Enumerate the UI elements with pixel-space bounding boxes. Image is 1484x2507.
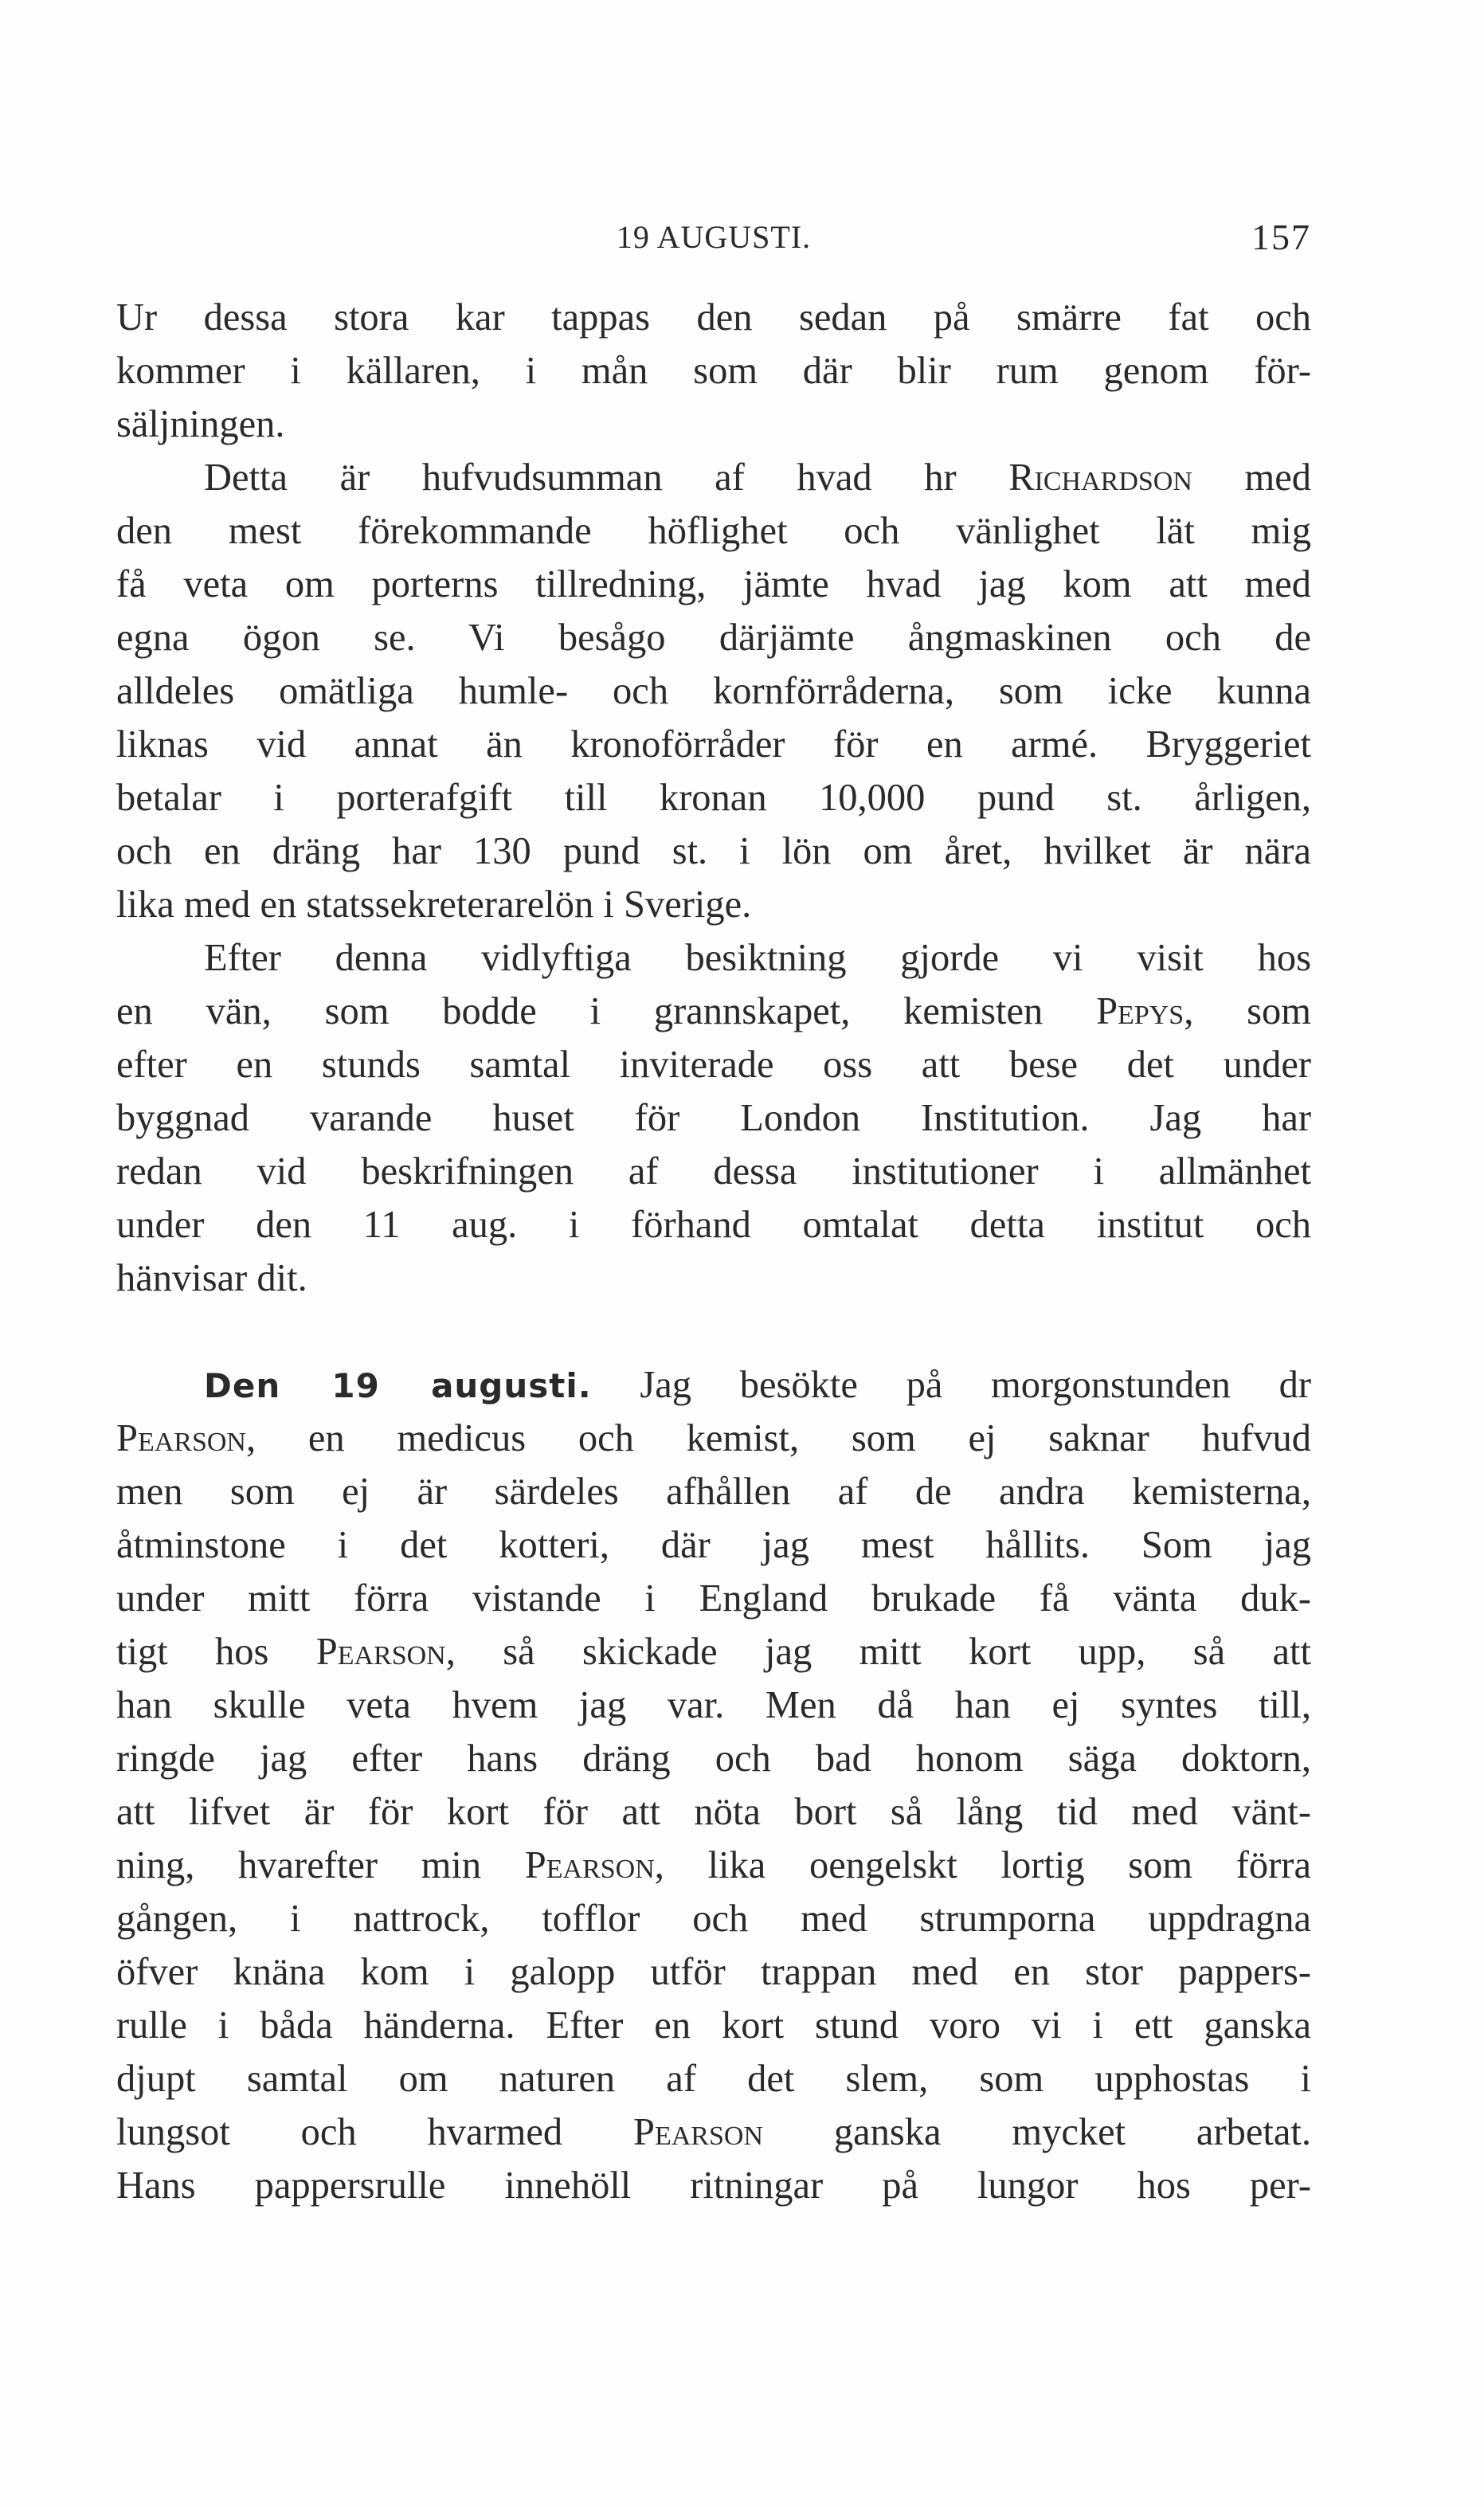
text-fragment: , lika oengelskt lortig som förra [654, 1844, 1311, 1886]
text-fragment: tigt hos [116, 1631, 316, 1673]
person-name: Pearson [116, 1417, 246, 1459]
text-fragment: ning, hvarefter min [116, 1844, 525, 1886]
text-line: åtminstone i det kotteri, där jag mest hållits. Som jag [116, 1524, 1311, 1566]
text-line: rulle i båda händerna. Efter en kort stund voro vi i ett ganska [116, 2004, 1311, 2047]
person-name: Pearson [524, 1844, 655, 1886]
text-fragment: Detta är hufvudsumman af hvad hr [204, 456, 1009, 499]
text-line: säljningen. [116, 403, 285, 445]
text-line: att lifvet är för kort för att nöta bort så lång tid med vänt- [116, 1791, 1311, 1833]
text-line: under mitt förra vistande i England brukade få vänta duk- [116, 1577, 1311, 1620]
text-line [116, 451, 1311, 504]
text-line: djupt samtal om naturen af det slem, som upphostas i [116, 2058, 1311, 2100]
text-line: han skulle veta hvem jag var. Men då han ej syntes till, [116, 1684, 1311, 1726]
text-line: Hans pappersrulle innehöll ritningar på lungor hos per- [116, 2164, 1311, 2207]
text-line: under den 11 aug. i förhand omtalat detta institut och [116, 1204, 1311, 1246]
text-line [116, 1839, 1311, 1892]
text-line [116, 985, 1311, 1038]
text-line: hänvisar dit. [116, 1257, 307, 1299]
text-line: egna ögon se. Vi besågo därjämte ångmaskinen och de [116, 617, 1311, 659]
text-fragment: , så skickade jag mitt kort upp, så att [445, 1631, 1311, 1673]
text-line: och en dräng har 130 pund st. i lön om året, hvilket är nära [116, 830, 1311, 872]
person-name: Pepys [1096, 990, 1184, 1032]
text-line: alldeles omätliga humle- och kornförråderna, som icke kunna [116, 670, 1311, 712]
text-line: byggnad varande huset för London Institution. Jag har [116, 1097, 1311, 1139]
text-line: liknas vid annat än kronoförråder för en armé. Bryggeriet [116, 723, 1311, 766]
running-head [116, 213, 1311, 261]
text-fragment: en vän, som bodde i grannskapet, kemisten [116, 990, 1097, 1032]
text-fragment: med [1192, 456, 1311, 499]
body-text [116, 291, 1311, 2212]
text-line: få veta om porterns tillredning, jämte hvad jag kom att med [116, 563, 1311, 605]
text-line: Ur dessa stora kar tappas den sedan på smärre fat och [116, 296, 1311, 339]
text-line: ringde jag efter hans dräng och bad honom säga doktorn, [116, 1737, 1311, 1780]
text-line: efter en stunds samtal inviterade oss att bese det under [116, 1044, 1311, 1086]
text-line: den mest förekommande höflighet och vänlighet lät mig [116, 510, 1311, 552]
person-name: Pearson [315, 1631, 446, 1673]
entry-date: Den 19 augusti. [204, 1366, 592, 1405]
text-fragment: lungsot och hvarmed [116, 2111, 634, 2153]
text-line: öfver knäna kom i galopp utför trappan med en stor pappers- [116, 1951, 1311, 1993]
text-line [116, 1358, 1311, 1412]
text-line: redan vid beskrifningen af dessa institutioner i allmänhet [116, 1150, 1311, 1193]
text-fragment: , som [1184, 990, 1311, 1032]
text-line: men som ej är särdeles afhållen af de andra kemisterna, [116, 1471, 1311, 1513]
text-fragment: , en medicus och kemist, som ej saknar hufvud [246, 1417, 1311, 1459]
text-line [116, 2105, 1311, 2159]
text-line: lika med en statssekreterarelön i Sverige. [116, 883, 752, 926]
text-line: Efter denna vidlyftiga besiktning gjorde vi visit hos [204, 937, 1311, 979]
person-name: Pearson [633, 2111, 764, 2153]
running-title: 19 AUGUSTI. [616, 219, 812, 255]
text-line [116, 1412, 1311, 1465]
page-number: 157 [1251, 217, 1311, 257]
text-line: kommer i källaren, i mån som där blir rum genom för- [116, 350, 1311, 392]
paragraph-gap [116, 1305, 1311, 1358]
text-line [116, 1625, 1311, 1679]
person-name: Richardson [1008, 456, 1192, 499]
text-fragment: Jag besökte på morgonstunden dr [591, 1364, 1311, 1406]
text-line: betalar i porterafgift till kronan 10,000 pund st. årligen, [116, 777, 1311, 819]
text-fragment: ganska mycket arbetat. [763, 2111, 1311, 2153]
text-line: gången, i nattrock, tofflor och med strumporna uppdragna [116, 1898, 1311, 1940]
